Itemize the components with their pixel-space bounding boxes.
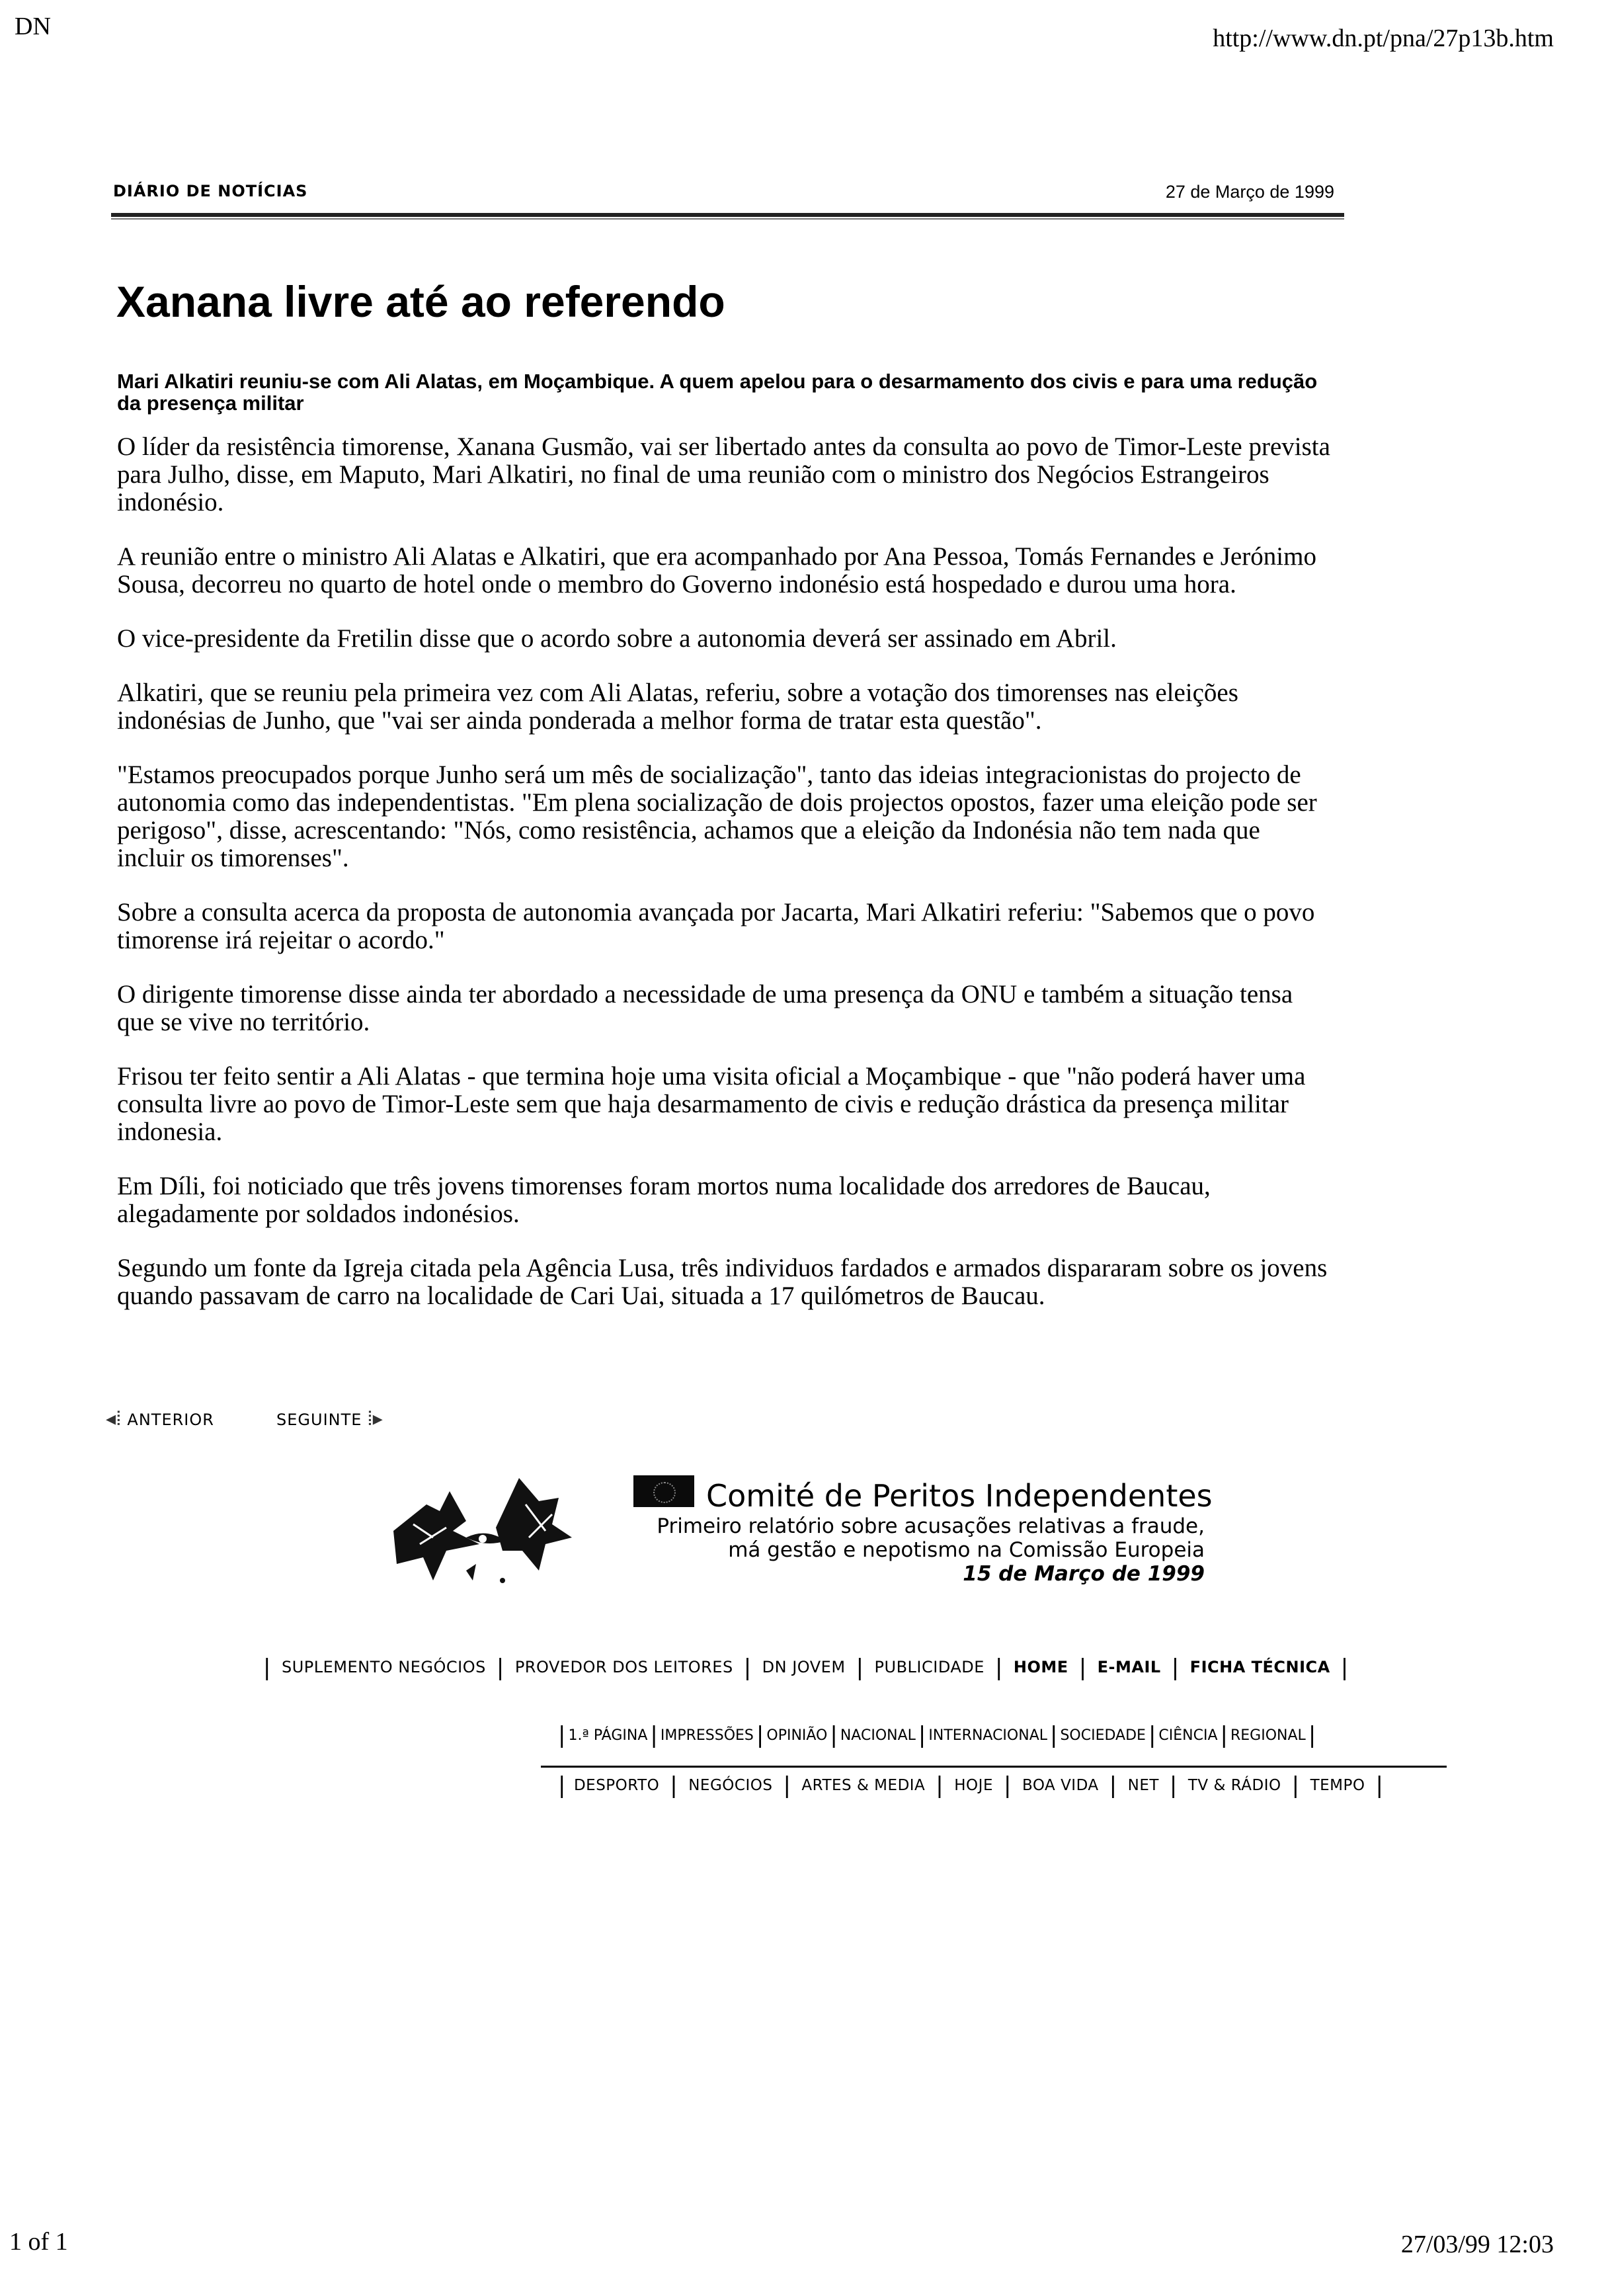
article-body <box>117 433 1330 1336</box>
nav-link-boa-vida[interactable]: BOA VIDA <box>1022 1777 1099 1794</box>
banner-line: má gestão e nepotismo na Comissão Europeia <box>728 1538 1205 1562</box>
print-site-label: DN <box>15 13 51 40</box>
nav-divider <box>541 1766 1447 1768</box>
nav-link-tv-radio[interactable]: TV & RÁDIO <box>1187 1777 1281 1794</box>
sections-nav-row-2: | 1.ª PÁGINA | IMPRESSÕES | OPINIÃO | NACIONAL | INTERNACIONAL | SOCIEDADE | CIÊNCIA | REGIONAL | <box>558 1722 1316 1748</box>
banner-date: 15 de Março de 1999 <box>963 1562 1205 1586</box>
nav-link-ciencia[interactable]: CIÊNCIA <box>1158 1727 1218 1744</box>
nav-link-dn-jovem[interactable]: DN JOVEM <box>762 1658 846 1676</box>
masthead-logo[interactable]: DIÁRIO DE NOTÍCIAS <box>113 182 308 200</box>
next-arrow-icon: ⦙▸ <box>368 1407 383 1430</box>
article-paragraph: O líder da resistência timorense, Xanana Gusmão, vai ser libertado antes da consulta ao povo de Timor-Leste prevista para Julho, disse, em Maputo, Mari Alkatiri, no final de uma reunião com o ministro dos Negócios Estrangeiros indonésio. <box>117 432 1330 516</box>
nav-link-email[interactable]: E-MAIL <box>1097 1658 1161 1676</box>
article-paragraph: A reunião entre o ministro Ali Alatas e Alkatiri, que era acompanhado por Ana Pessoa, Tomás Fernandes e Jerónimo Sousa, decorreu no quarto de hotel onde o membro do Governo indonésio está hospedado e durou uma hora. <box>117 542 1316 598</box>
nav-link-hoje[interactable]: HOJE <box>954 1777 993 1794</box>
nav-link-suplemento-negocios[interactable]: SUPLEMENTO NEGÓCIOS <box>281 1658 486 1676</box>
nav-link-tempo[interactable]: TEMPO <box>1310 1777 1365 1794</box>
print-timestamp: 27/03/99 12:03 <box>1400 2231 1554 2258</box>
masthead-rule <box>111 213 1344 217</box>
print-url: http://www.dn.pt/pna/27p13b.htm <box>1213 24 1554 52</box>
nav-link-internacional[interactable]: INTERNACIONAL <box>928 1727 1047 1744</box>
nav-link-artes-media[interactable]: ARTES & MEDIA <box>801 1777 926 1794</box>
masthead-rule-shadow <box>111 218 1344 220</box>
nav-link-sociedade[interactable]: SOCIEDADE <box>1060 1727 1146 1744</box>
print-page-count: 1 of 1 <box>9 2228 68 2256</box>
article-paragraph: O dirigente timorense disse ainda ter abordado a necessidade de uma presença da ONU e também a situação tensa que se vive no território. <box>117 980 1293 1036</box>
nav-link-opiniao[interactable]: OPINIÃO <box>766 1727 828 1744</box>
masthead-date: 27 de Março de 1999 <box>1165 182 1334 202</box>
eu-flag-icon <box>633 1475 694 1507</box>
sections-nav-row-3: | DESPORTO | NEGÓCIOS | ARTES & MEDIA | HOJE | BOA VIDA | NET | TV & RÁDIO | TEMPO | <box>558 1772 1384 1799</box>
nav-link-provedor-leitores[interactable]: PROVEDOR DOS LEITORES <box>514 1658 733 1676</box>
nav-link-net[interactable]: NET <box>1127 1777 1159 1794</box>
article-paragraph: Sobre a consulta acerca da proposta de autonomia avançada por Jacarta, Mari Alkatiri referiu: "Sabemos que o povo timorense irá rejeitar o acordo." <box>117 898 1315 954</box>
prev-arrow-icon: ◂⦙ <box>106 1407 122 1430</box>
prev-article-link[interactable] <box>106 1407 214 1430</box>
article-paragraph: Frisou ter feito sentir a Ali Alatas - que termina hoje uma visita oficial a Moçambique - que "não poderá haver uma consulta livre ao povo de Timor-Leste sem que haja desarmamento de civis e redução drástica da presença militar indonesia. <box>117 1062 1306 1146</box>
article-paragraph: O vice-presidente da Fretilin disse que o acordo sobre a autonomia deverá ser assinado em Abril. <box>117 624 1117 653</box>
prev-label: ANTERIOR <box>127 1411 214 1429</box>
article-paragraph: "Estamos preocupados porque Junho será um mês de socialização", tanto das ideias integracionistas do projecto de autonomia como das independentistas. "Em plena socialização de dois projectos opostos, fazer uma eleição pode ser perigoso", disse, acrescentando: "Nós, como resistência, achamos que a eleição da Indonésia não tem nada que incluir os timorenses". <box>117 760 1317 872</box>
nav-link-primeira-pagina[interactable]: 1.ª PÁGINA <box>568 1727 648 1744</box>
article-headline: Xanana livre até ao referendo <box>116 277 725 326</box>
article-lead: Mari Alkatiri reuniu-se com Ali Alatas, em Moçambique. A quem apelou para o desarmamento dos civis e para uma redução da presença militar <box>117 370 1318 415</box>
nav-link-nacional[interactable]: NACIONAL <box>840 1727 916 1744</box>
nav-link-desporto[interactable]: DESPORTO <box>573 1777 660 1794</box>
article-paragraph: Em Díli, foi noticiado que três jovens timorenses foram mortos numa localidade dos arredores de Baucau, alegadamente por soldados indonésios. <box>117 1172 1211 1228</box>
nav-link-impressoes[interactable]: IMPRESSÕES <box>660 1727 754 1744</box>
sections-nav-row-1: | SUPLEMENTO NEGÓCIOS | PROVEDOR DOS LEITORES | DN JOVEM | PUBLICIDADE | HOME | E-MAIL | FICHA TÉCNICA | <box>263 1655 1349 1681</box>
article-paragraph: Alkatiri, que se reuniu pela primeira vez com Ali Alatas, referiu, sobre a votação dos timorenses nas eleições indonésias de Junho, que "vai ser ainda ponderada a melhor forma de tratar esta questão". <box>117 678 1238 735</box>
banner-line: Primeiro relatório sobre acusações relativas a fraude, <box>657 1514 1205 1538</box>
banner-title[interactable]: Comité de Peritos Independentes <box>706 1478 1213 1514</box>
nav-link-ficha-tecnica[interactable]: FICHA TÉCNICA <box>1189 1658 1330 1676</box>
nav-link-negocios[interactable]: NEGÓCIOS <box>688 1777 773 1794</box>
nav-link-home[interactable]: HOME <box>1013 1658 1068 1676</box>
nav-link-publicidade[interactable]: PUBLICIDADE <box>874 1658 985 1676</box>
next-article-link[interactable] <box>276 1407 383 1430</box>
banner-subtitle <box>543 1514 1205 1586</box>
nav-link-regional[interactable]: REGIONAL <box>1230 1727 1306 1744</box>
next-label: SEGUINTE <box>276 1411 362 1429</box>
article-paragraph: Segundo um fonte da Igreja citada pela Agência Lusa, três individuos fardados e armados dispararam sobre os jovens quando passavam de carro na localidade de Cari Uai, situada a 17 quilómetros de Baucau. <box>117 1254 1328 1310</box>
